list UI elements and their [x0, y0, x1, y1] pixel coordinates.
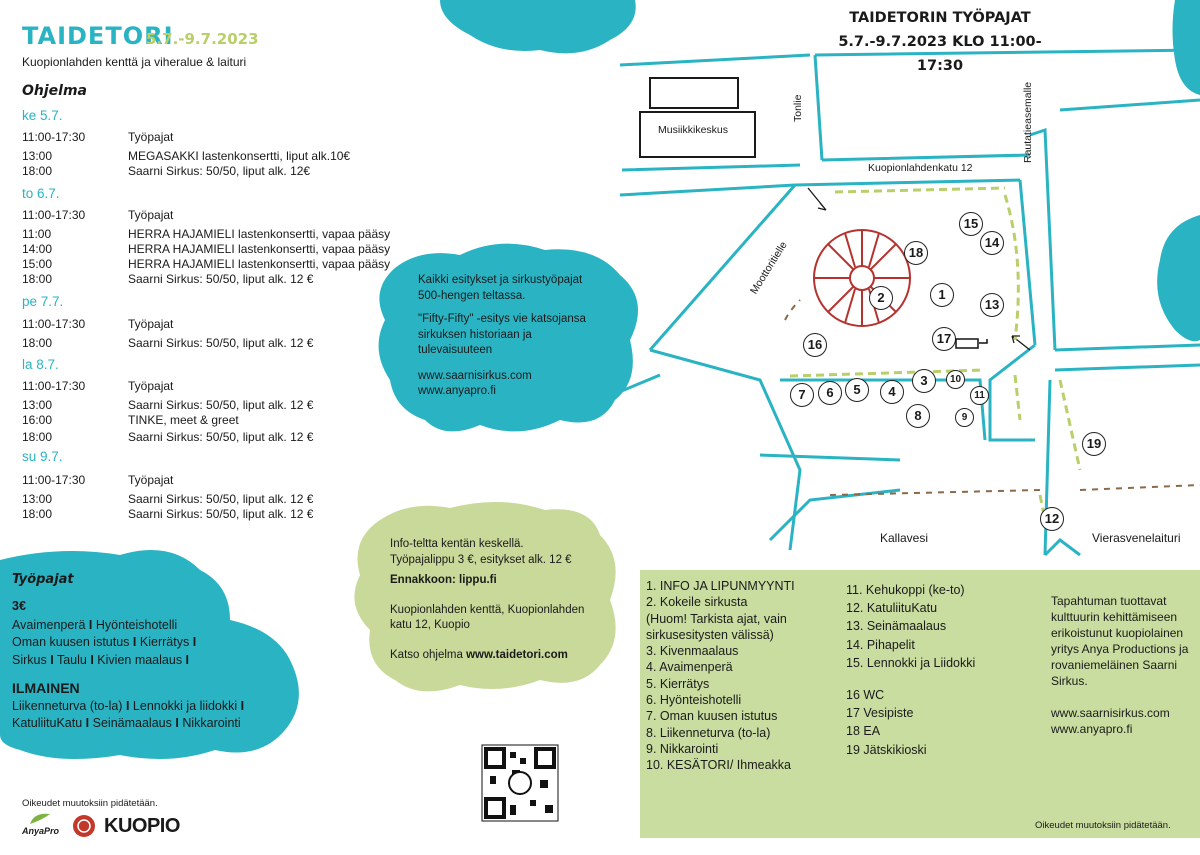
legend-col1: 1. INFO JA LIPUNMYYNTI 2. Kokeile sirkusta (Huom! Tarkista ajat, vain sirkusesitysten välissä) 3. Kivenmaalaus 4. Avaimenperä 5. Kierrätys 6. Hyönteishotelli 7. Oman kuusen istutus 8. Liikenneturva (to-la) 9. Nikkarointi 10. KESÄTORI/ Ihmeakka — [646, 579, 795, 773]
map-label-musiikkikeskus: Musiikkikeskus — [658, 124, 729, 136]
map-marker[interactable]: 10 — [946, 370, 965, 389]
program-row: 11:00-17:30 Työpajat — [22, 379, 174, 393]
map-marker[interactable]: 5 — [845, 378, 869, 402]
program-row: 11:00-17:30 Työpajat — [22, 208, 174, 222]
day-label: su 9.7. — [22, 449, 63, 464]
paid-line3: Sirkus I Taulu I Kivien maalaus I — [12, 652, 190, 667]
tent-web1[interactable]: www.saarnisirkus.com — [418, 369, 532, 382]
footer-logos — [22, 812, 182, 840]
producer-web2[interactable]: www.anyapro.fi — [1051, 722, 1133, 736]
day-label: la 8.7. — [22, 357, 59, 372]
program-row: 13:00 Saarni Sirkus: 50/50, liput alk. 12 € — [22, 398, 314, 412]
workshops-title: Työpajat — [12, 572, 74, 587]
map-label-kallavesi: Kallavesi — [880, 531, 929, 545]
footer-disclaimer: Oikeudet muutoksiin pidätetään. — [22, 798, 158, 809]
tent-web2[interactable]: www.anyapro.fi — [418, 385, 496, 397]
map-label-rautatieasemalle: Rautatieasemalle — [1022, 81, 1034, 163]
day-label: ke 5.7. — [22, 108, 63, 123]
map-marker[interactable]: 6 — [818, 381, 842, 405]
map-marker[interactable]: 11 — [970, 386, 989, 405]
free-line2: KatuliituKatu I Seinämaalaus I Nikkarointi — [12, 716, 241, 730]
program-row: 13:00 Saarni Sirkus: 50/50, liput alk. 12 € — [22, 492, 314, 506]
map-marker[interactable]: 8 — [906, 404, 930, 428]
page-title: TAIDETORI — [22, 22, 174, 50]
map-marker[interactable]: 9 — [955, 408, 974, 427]
program-link-row: Katso ohjelma www.taidetori.com — [390, 648, 568, 661]
hedge-rows — [790, 188, 1080, 520]
logo-anyapro: AnyaPro — [22, 826, 60, 836]
qr-code — [482, 745, 558, 821]
map-marker[interactable]: 1 — [930, 283, 954, 307]
tent-line2: "Fifty-Fifty" -esitys vie katsojansa sirkuksen historiaan ja tulevaisuuteen — [418, 313, 586, 356]
circus-tent-icon — [814, 230, 910, 326]
paid-line1: Avaimenperä I Hyönteishotelli — [12, 617, 178, 632]
info-line1: Info-teltta kentän keskellä. Työpajalippu 3 €, esitykset alk. 12 € — [390, 538, 572, 566]
tent-line1: Kaikki esitykset ja sirkustyöpajat 500-hengen teltassa. — [418, 274, 583, 302]
map-marker[interactable]: 12 — [1040, 507, 1064, 531]
program-row: 13:00 MEGASAKKI lastenkonsertti, liput alk.10€ — [22, 149, 351, 163]
legend-disclaimer: Oikeudet muutoksiin pidätetään. — [1035, 820, 1171, 831]
water-stub — [1045, 540, 1080, 555]
map-marker[interactable]: 7 — [790, 383, 814, 407]
map-marker[interactable]: 13 — [980, 293, 1004, 317]
musiikkikeskus-building — [640, 78, 755, 157]
program-link[interactable]: www.taidetori.com — [466, 648, 568, 661]
workshops-list — [12, 598, 292, 733]
tent-info — [418, 273, 608, 400]
saarni-sirkus-logo-icon — [72, 814, 96, 838]
program-row: 11:00-17:30 Työpajat — [22, 130, 174, 144]
legend-col2a: 11. Kehukoppi (ke-to) 12. KatuliituKatu 13. Seinämaalaus 14. Pihapelit 15. Lennokki ja Liidokki — [846, 583, 976, 670]
map-marker[interactable]: 19 — [1082, 432, 1106, 456]
logo-kuopio: KUOPIO — [104, 815, 180, 837]
paid-line2: Oman kuusen istutus I Kierrätys I — [12, 635, 197, 649]
venue-address: Kuopionlahden kenttä, Kuopionlahden katu 12, Kuopio — [390, 603, 585, 631]
map-label-tonlie: Tonlie — [792, 94, 804, 122]
program-row: 11:00-17:30 Työpajat — [22, 317, 174, 331]
teal-blob-right — [1157, 215, 1200, 341]
map-title: TAIDETORIN TYÖPAJAT 5.7.-9.7.2023 KLO 11:00-17:30 — [838, 10, 1042, 74]
program-row: 14:00 HERRA HAJAMIELI lastenkonsertti, vapaa pääsy — [22, 242, 391, 256]
program-row: 18:00 Saarni Sirkus: 50/50, liput alk. 12 € — [22, 272, 314, 286]
legend-col2b: 16 WC 17 Vesipiste 18 EA 19 Jätskikioski — [846, 688, 927, 757]
presale-info: Ennakkoon: lippu.fi — [390, 574, 497, 586]
program-row: 18:00 Saarni Sirkus: 50/50, liput alk. 12 € — [22, 430, 314, 444]
map-marker[interactable]: 2 — [869, 286, 893, 310]
program-row: 16:00 TINKE, meet & greet — [22, 413, 239, 427]
event-location: Kuopionlahden kenttä ja viheralue & laituri — [22, 55, 247, 69]
map-label-vierasvenelaituri: Vierasvenelaituri — [1092, 531, 1181, 545]
program-row: 18:00 Saarni Sirkus: 50/50, liput alk. 12 € — [22, 336, 314, 350]
free-title: ILMAINEN — [12, 680, 80, 696]
paid-price: 3€ — [12, 599, 26, 613]
ticket-info — [390, 537, 590, 663]
map-marker[interactable]: 14 — [980, 231, 1004, 255]
map-label-katu: Kuopionlahdenkatu 12 — [868, 162, 973, 174]
map-marker[interactable]: 3 — [912, 369, 936, 393]
program-row: 11:00-17:30 Työpajat — [22, 473, 174, 487]
event-dates: 5.7.-9.7.2023 — [146, 30, 259, 48]
day-label: pe 7.7. — [22, 294, 64, 309]
map-marker[interactable]: 18 — [904, 241, 928, 265]
program-row: 18:00 Saarni Sirkus: 50/50, liput alk. 12€ — [22, 164, 311, 178]
map-arrows — [808, 188, 1030, 350]
program-row: 18:00 Saarni Sirkus: 50/50, liput alk. 12 € — [22, 507, 314, 521]
water-point-icon — [955, 337, 989, 351]
map-marker[interactable]: 16 — [803, 333, 827, 357]
teal-blob-top-right — [1173, 0, 1200, 95]
program-list — [22, 0, 392, 530]
producer-web1[interactable]: www.saarnisirkus.com — [1051, 706, 1170, 720]
program-heading: Ohjelma — [22, 83, 87, 99]
map-marker[interactable]: 15 — [959, 212, 983, 236]
teal-blob-top — [440, 0, 636, 53]
producer-info — [1051, 593, 1199, 737]
program-row: 15:00 HERRA HAJAMIELI lastenkonsertti, vapaa pääsy — [22, 257, 391, 271]
producer-text: Tapahtuman tuottavat kulttuurin kehittämiseen erikoistunut kuopiolainen yritys Anya Productions ja rovaniemeläinen Saarni Sirkus. — [1051, 594, 1189, 688]
map-marker[interactable]: 4 — [880, 380, 904, 404]
program-row: 11:00 HERRA HAJAMIELI lastenkonsertti, vapaa pääsy — [22, 227, 391, 241]
map-marker[interactable]: 17 — [932, 327, 956, 351]
anyapro-leaf-icon — [28, 812, 52, 826]
map-label-moottoritielle: Moottoritielle — [748, 239, 790, 297]
free-line1: Liikenneturva (to-la) I Lennokki ja liidokki I — [12, 698, 245, 713]
day-label: to 6.7. — [22, 186, 60, 201]
